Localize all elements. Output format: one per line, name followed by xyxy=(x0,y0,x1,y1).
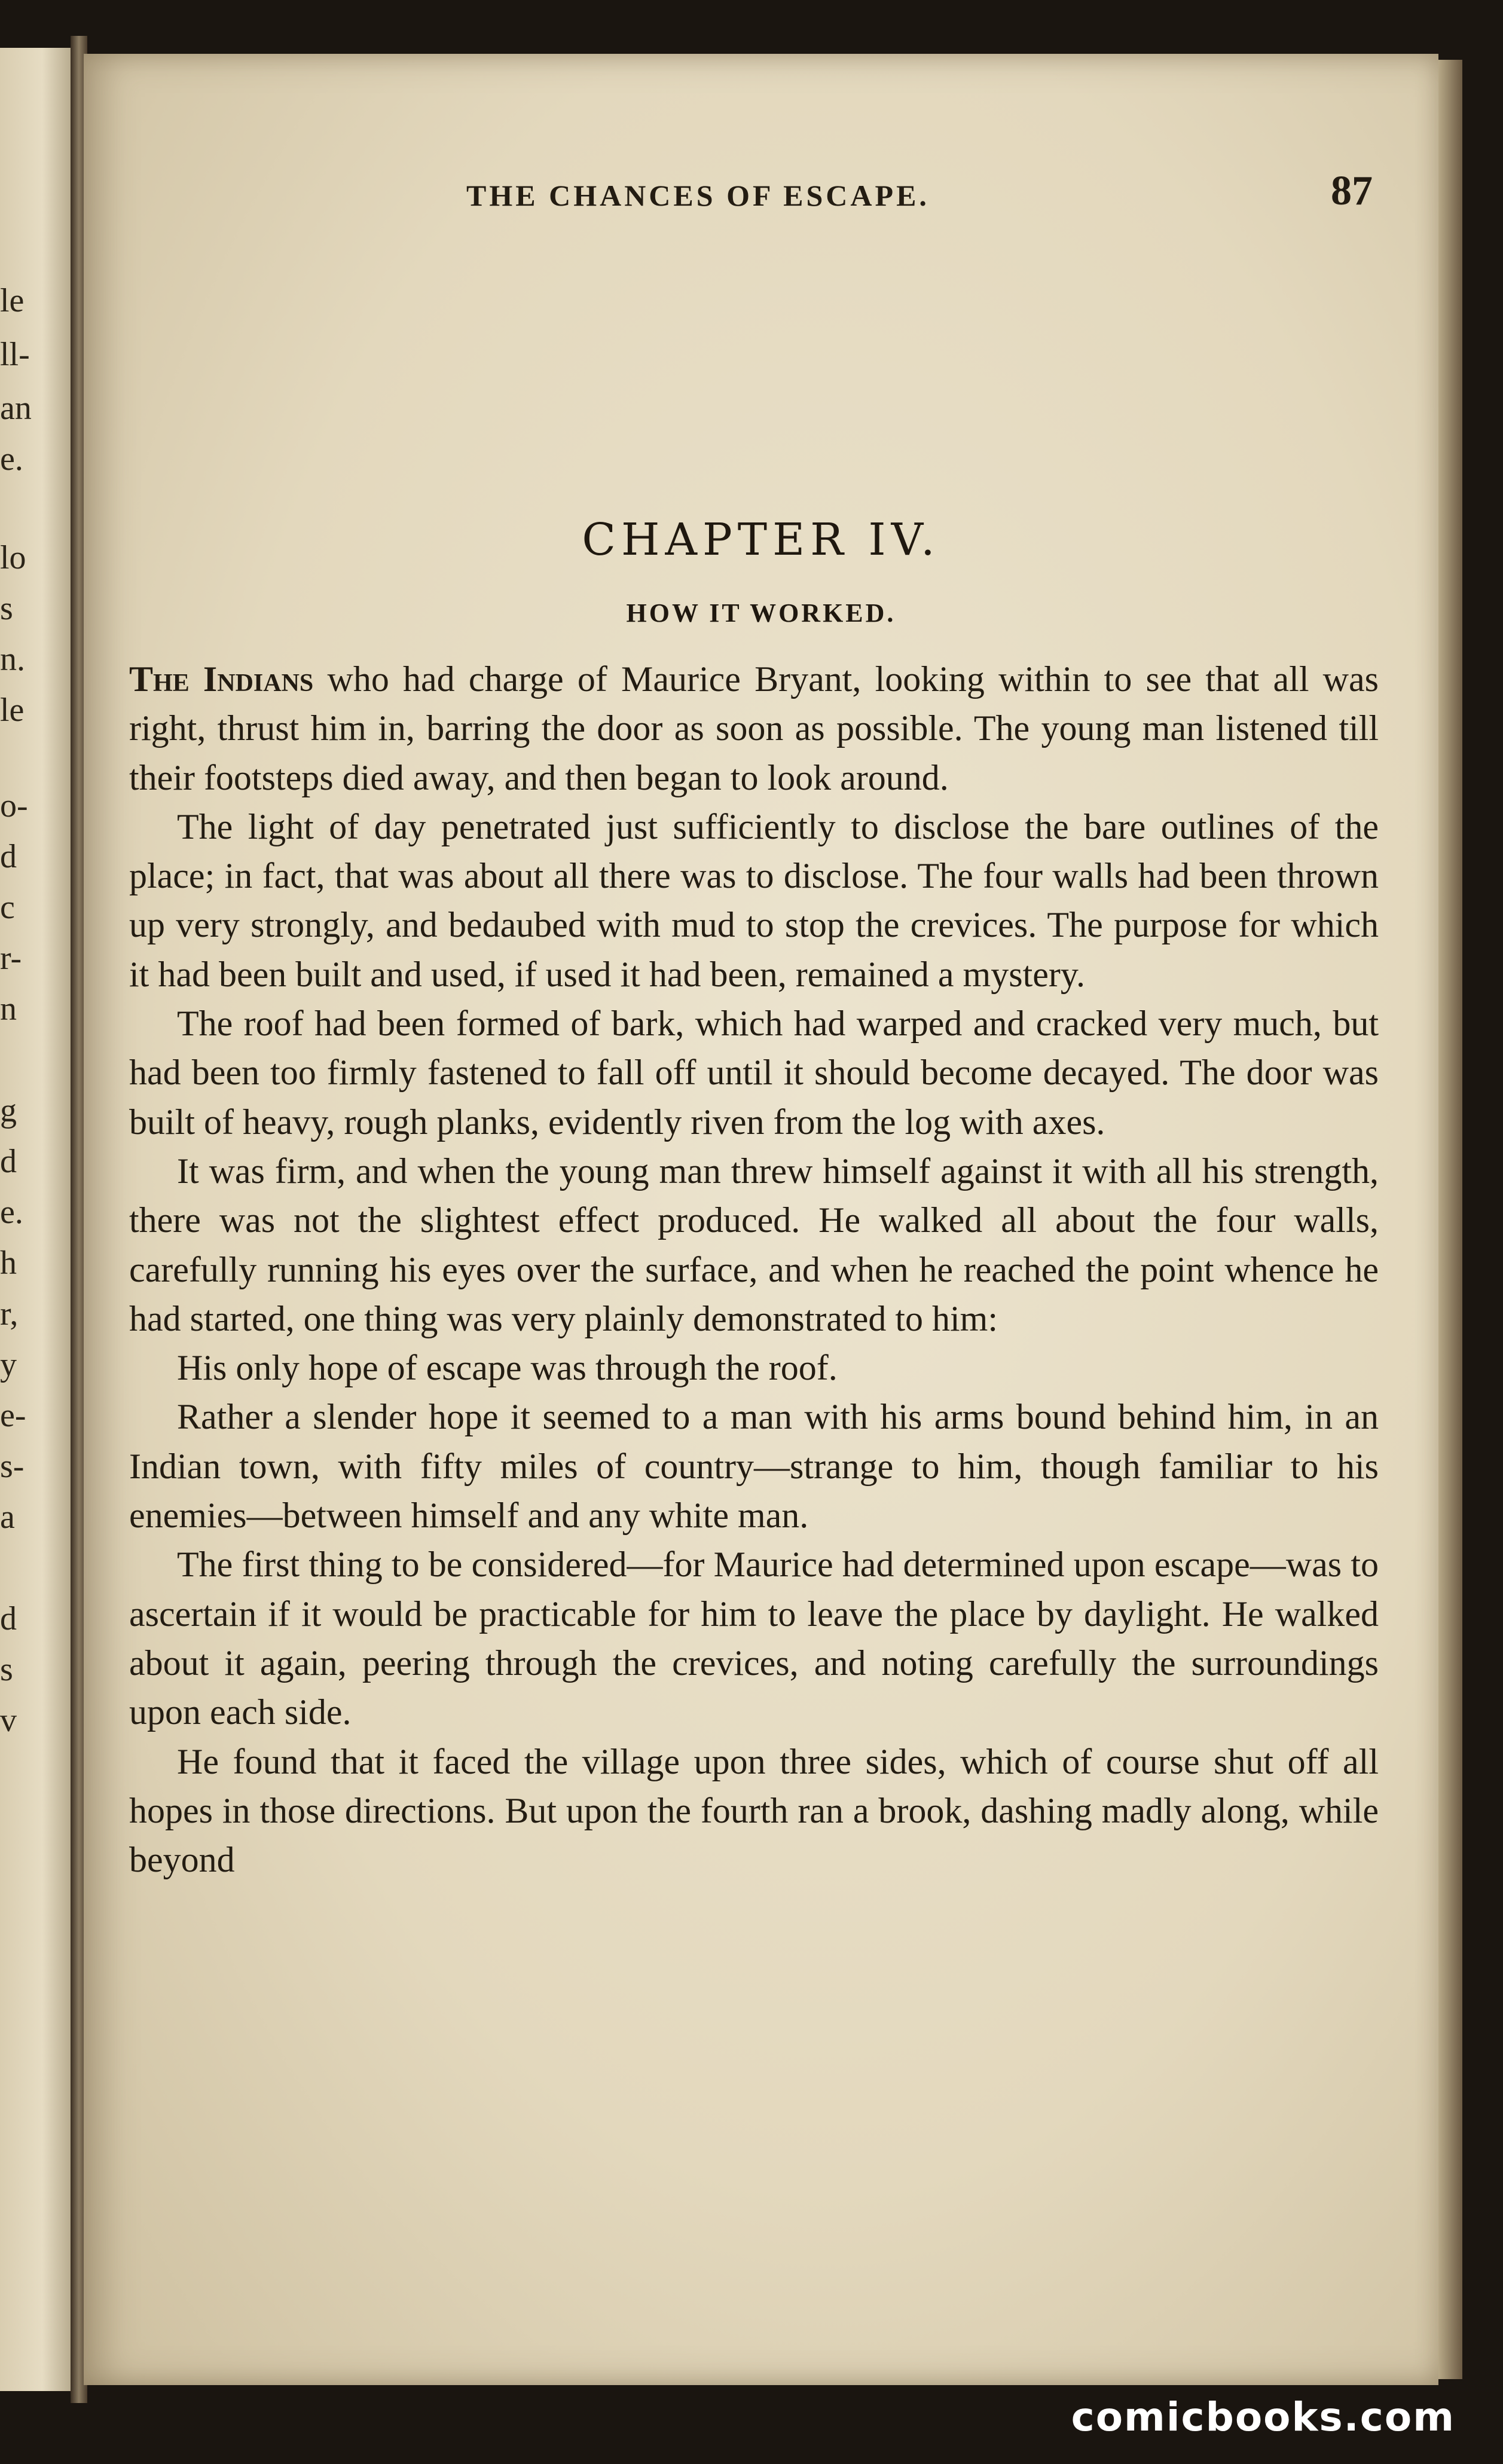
left-page-fragment: le xyxy=(0,282,25,319)
left-page-fragment: d xyxy=(0,1143,17,1180)
paragraph: The light of day penetrated just sufficiently to disclose the bare outlines of the place; in fact, that was about all there was to disclose. The four walls had been thrown up very strongly, and bedaubed with mud to stop the crevices. The purpose for which it had been built and used, if used it had been, remained a mystery. xyxy=(129,806,1379,994)
chapter-subtitle: HOW IT WORKED. xyxy=(626,598,896,628)
page-edge xyxy=(1438,60,1462,2379)
left-page-edge xyxy=(0,48,74,2391)
left-page-fragment: s- xyxy=(0,1448,25,1485)
body-text xyxy=(129,655,1379,1884)
running-head: THE CHANCES OF ESCAPE. xyxy=(466,179,930,212)
left-page-fragment: d xyxy=(0,838,17,875)
book-page xyxy=(84,54,1438,2385)
left-page-fragment: e. xyxy=(0,1194,23,1231)
left-page-fragment: e. xyxy=(0,441,23,478)
paragraph: The first thing to be considered—for Maurice had determined upon escape—was to ascertain if it would be practicable for him to leave the place by daylight. He walked about it again, peering through the crevices, and noting carefully the surroundings upon each side. xyxy=(129,1545,1379,1732)
paragraph: The roof had been formed of bark, which had warped and cracked very much, but had been too firmly fastened to fall off until it should become decayed. The door was built of heavy, rough planks, evidently riven from the log with axes. xyxy=(129,1004,1379,1142)
paragraph-text: who had charge of Maurice Bryant, looking within to see that all was right, thrust him in, barring the door as soon as possible. The young man listened till their footsteps died away, and then began to look around. xyxy=(129,659,1379,797)
paragraph: It was firm, and when the young man threw himself against it with all his strength, there was not the slightest effect produced. He walked all about the four walls, carefully running his eyes over the surface, and when he reached the point whence he had started, one thing was very plainly demonstrated to him: xyxy=(129,1151,1379,1338)
left-page-fragment: a xyxy=(0,1499,15,1536)
left-page-fragment: n. xyxy=(0,641,25,678)
left-page-fragment: y xyxy=(0,1346,17,1383)
page-number: 87 xyxy=(1331,168,1373,214)
left-page-fragment: lo xyxy=(0,539,26,576)
page-header xyxy=(84,167,1438,233)
paragraph: He found that it faced the village upon three sides, which of course shut off all hopes in those directions. But upon the fourth ran a brook, dashing madly along, while beyond xyxy=(129,1741,1379,1880)
left-page-fragment: s xyxy=(0,1651,13,1688)
left-page-fragment: le xyxy=(0,692,25,729)
left-page-fragment: s xyxy=(0,590,13,627)
opening-words: The Indians xyxy=(129,659,314,699)
left-page-fragment: o- xyxy=(0,787,28,824)
left-page-fragment: n xyxy=(0,991,17,1028)
chapter-title: CHAPTER IV. xyxy=(582,514,940,565)
left-page-fragment: r- xyxy=(0,940,22,977)
left-page-fragment: v xyxy=(0,1702,17,1739)
paragraph xyxy=(129,655,1379,802)
watermark-text: comicbooks.com xyxy=(1071,2394,1455,2440)
left-page-fragment: c xyxy=(0,889,15,926)
left-page-fragment: r, xyxy=(0,1295,19,1332)
paragraph: Rather a slender hope it seemed to a man with his arms bound behind him, in an Indian town, with fifty miles of country—strange to him, though familiar to his enemies—between himself and any white man. xyxy=(129,1397,1379,1536)
left-page-fragment: ll- xyxy=(0,336,30,373)
left-page-fragment: e- xyxy=(0,1397,26,1434)
left-page-fragment: g xyxy=(0,1092,17,1129)
left-page-fragment: h xyxy=(0,1245,17,1282)
paragraph: His only hope of escape was through the roof. xyxy=(177,1348,838,1388)
left-page-fragment: d xyxy=(0,1600,17,1637)
left-page-fragment: an xyxy=(0,390,32,427)
